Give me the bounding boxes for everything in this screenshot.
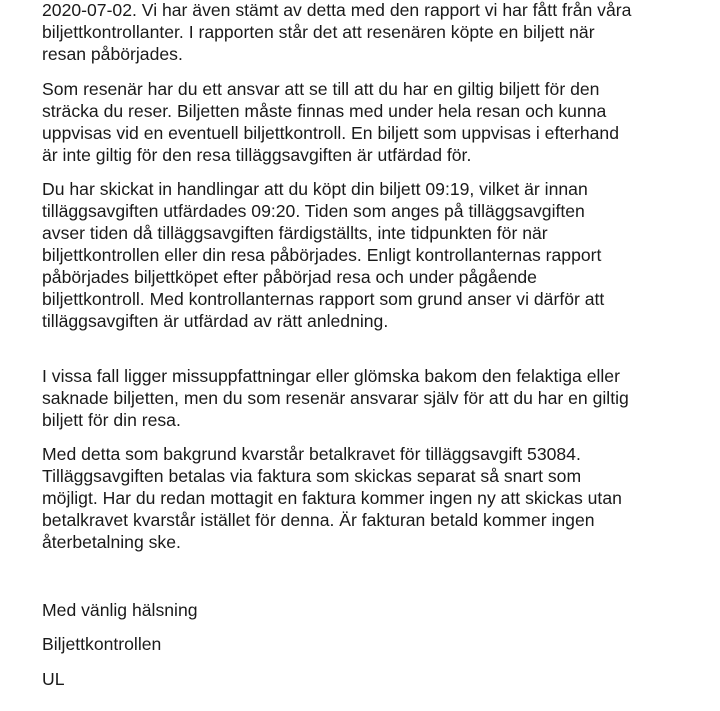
letter-paragraph — [42, 365, 629, 431]
paragraph-line: I vissa fall ligger missuppfattningar eller glömska bakom den felaktiga eller — [42, 366, 620, 386]
letter-paragraph — [42, 78, 619, 166]
paragraph-line: 2020-07-02. Vi har även stämt av detta med den rapport vi har fått från våra — [42, 0, 632, 20]
paragraph-line: biljettkontrollanter. I rapporten står det att resenären köpte en biljett när — [42, 22, 595, 42]
paragraph-line: betalkravet kvarstår istället för denna. Är fakturan betald kommer ingen — [42, 510, 595, 530]
closing-salutation: Med vänlig hälsning — [42, 600, 198, 620]
organization-name: UL — [42, 669, 65, 689]
paragraph-line: saknade biljetten, men du som resenär ansvarar själv för att du har en giltig — [42, 388, 629, 408]
paragraph-line: biljett för din resa. — [42, 410, 181, 430]
letter-paragraph — [42, 0, 631, 65]
paragraph-line: möjligt. Har du redan mottagit en faktura kommer ingen ny att skickas utan — [42, 488, 622, 508]
paragraph-line: tilläggsavgiften är utfärdad av rätt anledning. — [42, 311, 389, 331]
paragraph-line: tilläggsavgiften utfärdades 09:20. Tiden som anges på tilläggsavgiften — [42, 201, 585, 221]
paragraph-line: sträcka du reser. Biljetten måste finnas med under hela resan och kunna — [42, 101, 607, 121]
letter-paragraph — [42, 178, 604, 332]
paragraph-line: resan påbörjades. — [42, 44, 183, 64]
signer-name: Biljettkontrollen — [42, 634, 162, 654]
paragraph-line: Tilläggsavgiften betalas via faktura som skickas separat så snart som — [42, 466, 582, 486]
paragraph-line: Som resenär har du ett ansvar att se till att du har en giltig biljett för den — [42, 79, 600, 99]
paragraph-line: uppvisas vid en eventuell biljettkontroll. En biljett som uppvisas i efterhand — [42, 123, 620, 143]
paragraph-line: biljettkontrollen eller din resa påbörjades. Enligt kontrollanternas rapport — [42, 245, 602, 265]
letter-paragraph — [42, 443, 622, 553]
paragraph-line: är inte giltig för den resa tilläggsavgiften är utfärdad för. — [42, 145, 472, 165]
paragraph-line: Med detta som bakgrund kvarstår betalkravet för tilläggsavgift 53084. — [42, 444, 581, 464]
paragraph-line: Du har skickat in handlingar att du köpt din biljett 09:19, vilket är innan — [42, 179, 588, 199]
paragraph-line: återbetalning ske. — [42, 532, 181, 552]
paragraph-line: biljettkontroll. Med kontrollanternas rapport som grund anser vi därför att — [42, 289, 605, 309]
paragraph-line: påbörjades biljettköpet efter påbörjad resa och under pågående — [42, 267, 537, 287]
paragraph-line: avser tiden då tilläggsavgiften färdigställts, inte tidpunkten för när — [42, 223, 548, 243]
